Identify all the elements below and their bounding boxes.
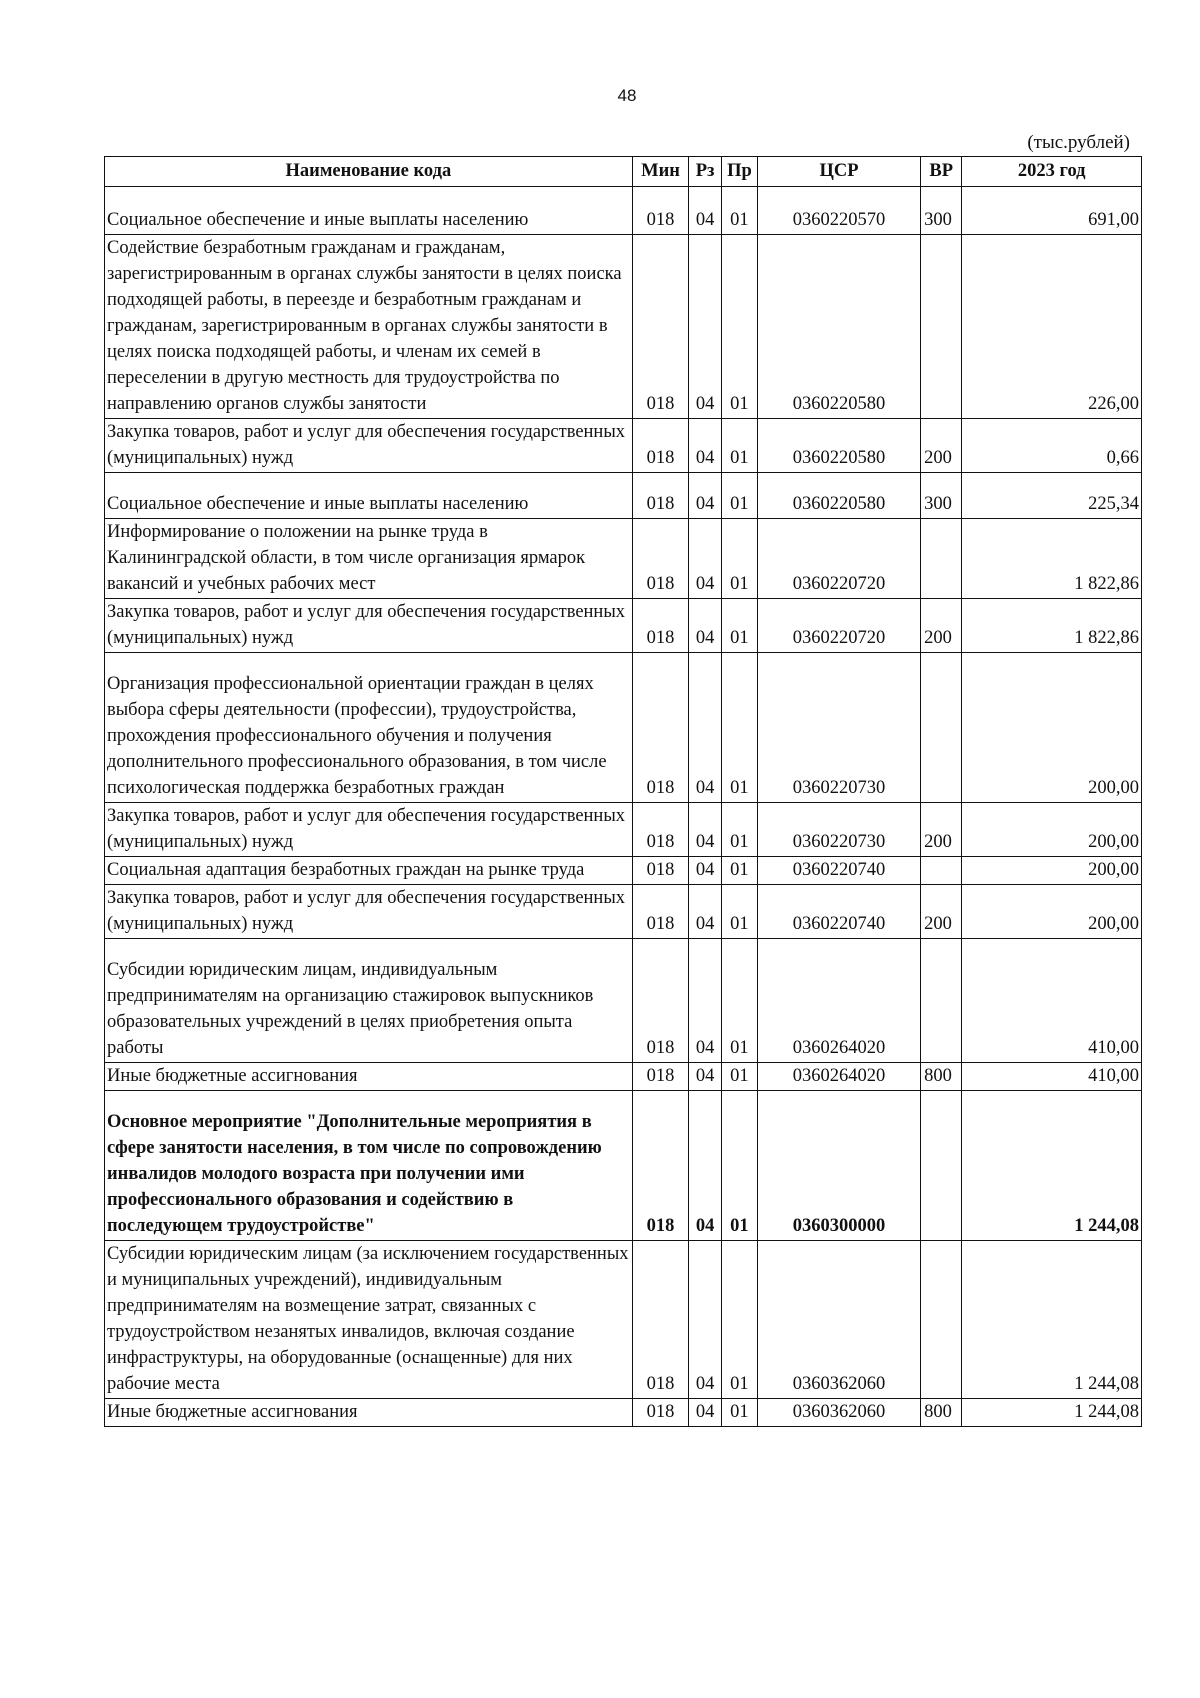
table-row bbox=[105, 803, 1142, 857]
row-amount: 200,00 bbox=[962, 803, 1142, 857]
row-min: 018 bbox=[632, 1399, 689, 1427]
header-amount: 2023 год bbox=[962, 157, 1142, 187]
row-name: Закупка товаров, работ и услуг для обеспечения государственных (муниципальных) нужд bbox=[105, 599, 633, 653]
row-pr: 01 bbox=[721, 473, 757, 519]
row-pr: 01 bbox=[721, 235, 757, 419]
table-row bbox=[105, 1241, 1142, 1399]
row-name: Закупка товаров, работ и услуг для обеспечения государственных (муниципальных) нужд bbox=[105, 803, 633, 857]
row-csr: 0360362060 bbox=[757, 1241, 920, 1399]
table-row bbox=[105, 939, 1142, 1063]
row-rz: 04 bbox=[689, 187, 722, 235]
row-min: 018 bbox=[632, 653, 689, 803]
row-amount: 200,00 bbox=[962, 885, 1142, 939]
table-row bbox=[105, 599, 1142, 653]
row-min: 018 bbox=[632, 473, 689, 519]
row-name: Иные бюджетные ассигнования bbox=[105, 1399, 633, 1427]
row-name: Закупка товаров, работ и услуг для обеспечения государственных (муниципальных) нужд bbox=[105, 885, 633, 939]
table-row bbox=[105, 187, 1142, 235]
row-pr: 01 bbox=[721, 857, 757, 885]
row-name: Основное мероприятие "Дополнительные мероприятия в сфере занятости населения, в том числе по сопровождению инвалидов молодого возраста при получении ими профессионального образования и содействию в последующем трудоустройстве" bbox=[105, 1091, 633, 1241]
row-csr: 0360362060 bbox=[757, 1399, 920, 1427]
row-min: 018 bbox=[632, 939, 689, 1063]
table-row bbox=[105, 1063, 1142, 1091]
row-rz: 04 bbox=[689, 419, 722, 473]
row-rz: 04 bbox=[689, 519, 722, 599]
row-rz: 04 bbox=[689, 1063, 722, 1091]
row-csr: 0360220740 bbox=[757, 857, 920, 885]
row-min: 018 bbox=[632, 857, 689, 885]
row-pr: 01 bbox=[721, 1399, 757, 1427]
row-name: Социальное обеспечение и иные выплаты населению bbox=[105, 473, 633, 519]
row-amount: 691,00 bbox=[962, 187, 1142, 235]
row-rz: 04 bbox=[689, 473, 722, 519]
row-amount: 410,00 bbox=[962, 1063, 1142, 1091]
row-vr: 200 bbox=[921, 599, 962, 653]
row-pr: 01 bbox=[721, 187, 757, 235]
row-amount: 200,00 bbox=[962, 653, 1142, 803]
row-rz: 04 bbox=[689, 857, 722, 885]
row-amount: 1 244,08 bbox=[962, 1091, 1142, 1241]
row-amount: 1 822,86 bbox=[962, 519, 1142, 599]
row-amount: 200,00 bbox=[962, 857, 1142, 885]
row-amount: 1 244,08 bbox=[962, 1241, 1142, 1399]
table-row bbox=[105, 519, 1142, 599]
row-rz: 04 bbox=[689, 1241, 722, 1399]
row-min: 018 bbox=[632, 885, 689, 939]
page-number: 48 bbox=[617, 86, 637, 105]
row-amount: 225,34 bbox=[962, 473, 1142, 519]
row-min: 018 bbox=[632, 599, 689, 653]
budget-table bbox=[104, 156, 1142, 1427]
row-pr: 01 bbox=[721, 653, 757, 803]
header-csr: ЦСР bbox=[757, 157, 920, 187]
row-csr: 0360220740 bbox=[757, 885, 920, 939]
row-vr bbox=[921, 1091, 962, 1241]
row-pr: 01 bbox=[721, 1091, 757, 1241]
header-pr: Пр bbox=[721, 157, 757, 187]
row-rz: 04 bbox=[689, 1399, 722, 1427]
table-row bbox=[105, 419, 1142, 473]
row-name: Социальное обеспечение и иные выплаты населению bbox=[105, 187, 633, 235]
row-vr: 300 bbox=[921, 473, 962, 519]
header-name: Наименование кода bbox=[105, 157, 633, 187]
row-pr: 01 bbox=[721, 885, 757, 939]
row-name: Иные бюджетные ассигнования bbox=[105, 1063, 633, 1091]
row-vr: 200 bbox=[921, 419, 962, 473]
row-csr: 0360220580 bbox=[757, 419, 920, 473]
row-name: Организация профессиональной ориентации граждан в целях выбора сферы деятельности (профессии), трудоустройства, прохождения профессионального обучения и получения дополнительного профессионального образования, в том числе психологическая поддержка безработных граждан bbox=[105, 653, 633, 803]
row-amount: 0,66 bbox=[962, 419, 1142, 473]
row-vr: 800 bbox=[921, 1399, 962, 1427]
row-vr bbox=[921, 1241, 962, 1399]
row-min: 018 bbox=[632, 1241, 689, 1399]
row-vr bbox=[921, 519, 962, 599]
header-vr: ВР bbox=[921, 157, 962, 187]
row-csr: 0360220730 bbox=[757, 653, 920, 803]
row-vr: 200 bbox=[921, 803, 962, 857]
row-amount: 1 822,86 bbox=[962, 599, 1142, 653]
row-name: Содействие безработным гражданам и гражданам, зарегистрированным в органах службы занятости в целях поиска подходящей работы, в переезде и безработным гражданам и гражданам, зарегистрированным в органах службы занятости в целях поиска подходящей работы, и членам их семей в переселении в другую местность для трудоустройства по направлению органов службы занятости bbox=[105, 235, 633, 419]
row-vr bbox=[921, 235, 962, 419]
row-name: Субсидии юридическим лицам (за исключением государственных и муниципальных учреждений), индивидуальным предпринимателям на возмещение затрат, связанных с трудоустройством незанятых инвалидов, включая создание инфраструктуры, на оборудованные (оснащенные) для них рабочие места bbox=[105, 1241, 633, 1399]
row-pr: 01 bbox=[721, 1063, 757, 1091]
row-pr: 01 bbox=[721, 599, 757, 653]
row-name: Социальная адаптация безработных граждан на рынке труда bbox=[105, 857, 633, 885]
row-min: 018 bbox=[632, 187, 689, 235]
row-name: Информирование о положении на рынке труда в Калининградской области, в том числе организация ярмарок вакансий и учебных рабочих мест bbox=[105, 519, 633, 599]
row-vr: 800 bbox=[921, 1063, 962, 1091]
row-min: 018 bbox=[632, 1063, 689, 1091]
table-header-row bbox=[105, 157, 1142, 187]
table-row bbox=[105, 1399, 1142, 1427]
row-amount: 410,00 bbox=[962, 939, 1142, 1063]
table-row-main-activity bbox=[105, 1091, 1142, 1241]
row-csr: 0360220720 bbox=[757, 519, 920, 599]
table-row bbox=[105, 653, 1142, 803]
table-row bbox=[105, 473, 1142, 519]
row-rz: 04 bbox=[689, 939, 722, 1063]
row-pr: 01 bbox=[721, 1241, 757, 1399]
row-rz: 04 bbox=[689, 1091, 722, 1241]
row-rz: 04 bbox=[689, 599, 722, 653]
row-pr: 01 bbox=[721, 519, 757, 599]
header-min: Мин bbox=[632, 157, 689, 187]
row-csr: 0360264020 bbox=[757, 1063, 920, 1091]
row-min: 018 bbox=[632, 235, 689, 419]
row-amount: 226,00 bbox=[962, 235, 1142, 419]
row-csr: 0360220730 bbox=[757, 803, 920, 857]
row-min: 018 bbox=[632, 519, 689, 599]
row-rz: 04 bbox=[689, 803, 722, 857]
row-vr bbox=[921, 939, 962, 1063]
row-csr: 0360220570 bbox=[757, 187, 920, 235]
row-csr: 0360264020 bbox=[757, 939, 920, 1063]
row-rz: 04 bbox=[689, 653, 722, 803]
row-vr bbox=[921, 653, 962, 803]
row-csr: 0360220580 bbox=[757, 235, 920, 419]
row-min: 018 bbox=[632, 803, 689, 857]
row-rz: 04 bbox=[689, 885, 722, 939]
header-rz: Рз bbox=[689, 157, 722, 187]
table-row bbox=[105, 885, 1142, 939]
row-pr: 01 bbox=[721, 419, 757, 473]
row-csr: 0360220720 bbox=[757, 599, 920, 653]
row-name: Субсидии юридическим лицам, индивидуальным предпринимателям на организацию стажировок выпускников образовательных учреждений в целях приобретения опыта работы bbox=[105, 939, 633, 1063]
row-csr: 0360220580 bbox=[757, 473, 920, 519]
row-min: 018 bbox=[632, 1091, 689, 1241]
row-name: Закупка товаров, работ и услуг для обеспечения государственных (муниципальных) нужд bbox=[105, 419, 633, 473]
row-pr: 01 bbox=[721, 939, 757, 1063]
unit-label: (тыс.рублей) bbox=[1027, 132, 1130, 153]
table-row bbox=[105, 857, 1142, 885]
row-vr: 300 bbox=[921, 187, 962, 235]
row-rz: 04 bbox=[689, 235, 722, 419]
row-vr bbox=[921, 857, 962, 885]
row-vr: 200 bbox=[921, 885, 962, 939]
row-min: 018 bbox=[632, 419, 689, 473]
row-pr: 01 bbox=[721, 803, 757, 857]
row-csr: 0360300000 bbox=[757, 1091, 920, 1241]
row-amount: 1 244,08 bbox=[962, 1399, 1142, 1427]
table-row bbox=[105, 235, 1142, 419]
